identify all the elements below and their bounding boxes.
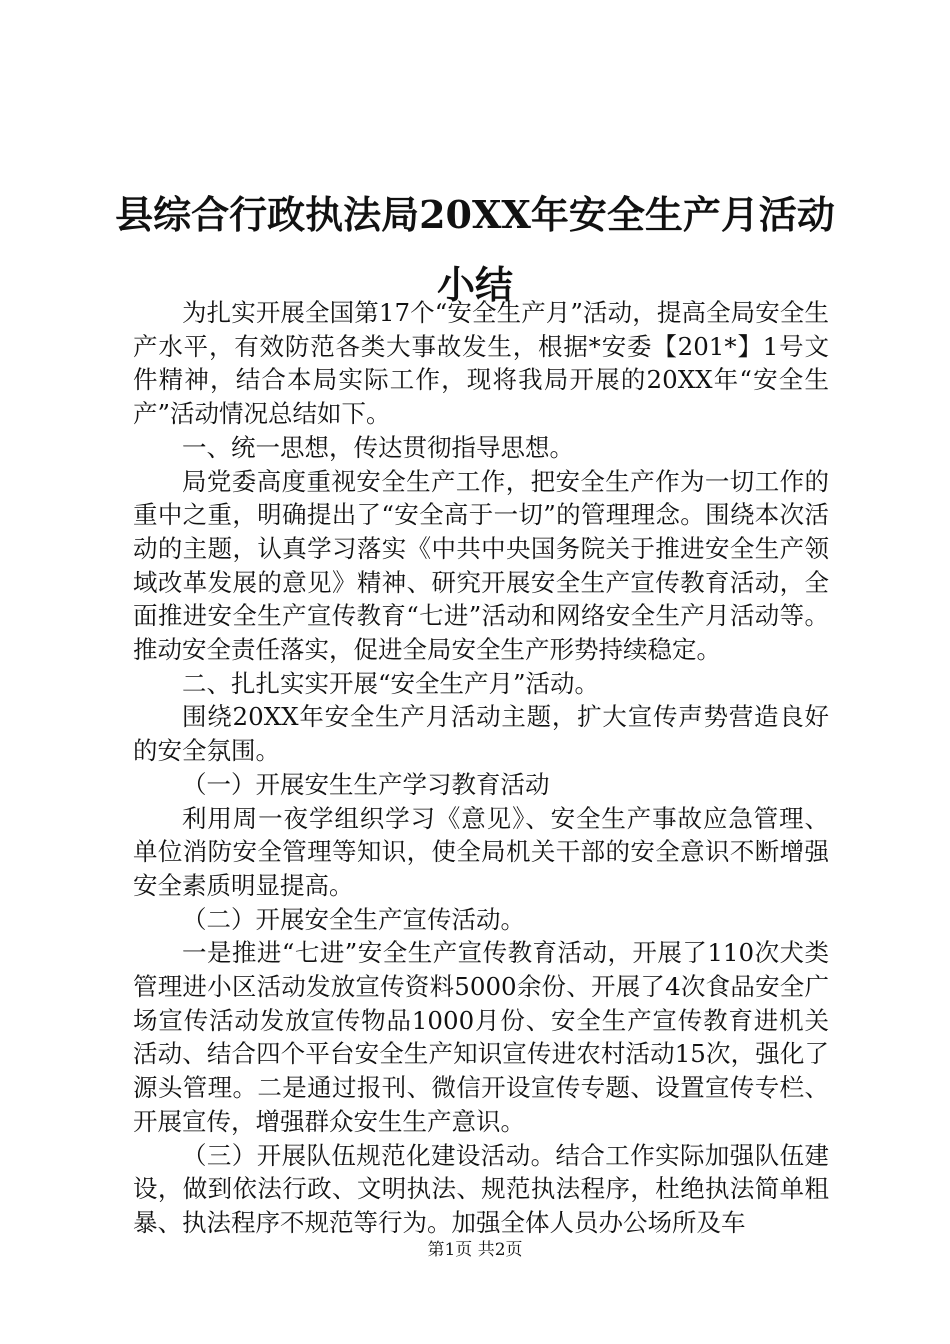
paragraph-intro: 为扎实开展全国第17个“安全生产月”活动，提高全局安全生产水平，有效防范各类大事故发生，根据*安委【201*】1号文件精神，结合本局实际工作，现将我局开展的20XX年“安全生产”活动情况总结如下。	[133, 298, 829, 429]
document-title: 县综合行政执法局20XX年安全生产月活动小结	[115, 192, 835, 307]
section-heading-1: 一、统一思想，传达贯彻指导思想。	[182, 432, 574, 462]
document-body	[133, 296, 829, 1240]
paragraph-subsection-2: 一是推进“七进”安全生产宣传教育活动，开展了110次犬类管理进小区活动发放宣传资料5000余份、开展了4次食品安全广场宣传活动发放宣传物品1000月份、安全生产宣传教育进机关活动、结合四个平台安全生产知识宣传进农村活动15次，强化了源头管理。二是通过报刊、微信开设宣传专题、设置宣传专栏、开展宣传，增强群众安生生产意识。	[133, 938, 829, 1136]
paragraph-subsection-1: 利用周一夜学组织学习《意见》、安全生产事故应急管理、单位消防安全管理等知识，使全局机关干部的安全意识不断增强安全素质明显提高。	[133, 803, 829, 900]
subsection-heading-2: （二）开展安全生产宣传活动。	[182, 904, 525, 934]
paragraph-subsection-3: （三）开展队伍规范化建设活动。结合工作实际加强队伍建设，做到依法行政、文明执法、规范执法程序，杜绝执法简单粗暴、执法程序不规范等行为。加强全体人员办公场所及车	[133, 1140, 829, 1237]
paragraph-section-2: 围绕20XX年安全生产月活动主题，扩大宣传声势营造良好的安全氛围。	[133, 702, 829, 766]
subsection-heading-1: （一）开展安生生产学习教育活动	[182, 769, 550, 799]
section-heading-2: 二、扎扎实实开展“安全生产月”活动。	[182, 668, 600, 698]
paragraph-section-1: 局党委高度重视安全生产工作，把安全生产作为一切工作的重中之重，明确提出了“安全高于一切”的管理理念。围绕本次活动的主题，认真学习落实《中共中央国务院关于推进安全生产领域改革发展的意见》精神、研究开展安全生产宣传教育活动，全面推进安全生产宣传教育“七进”活动和网络安全生产月活动等。推动安全责任落实，促进全局安全生产形势持续稳定。	[133, 466, 829, 665]
page-footer: 第1页 共2页	[427, 1240, 523, 1260]
